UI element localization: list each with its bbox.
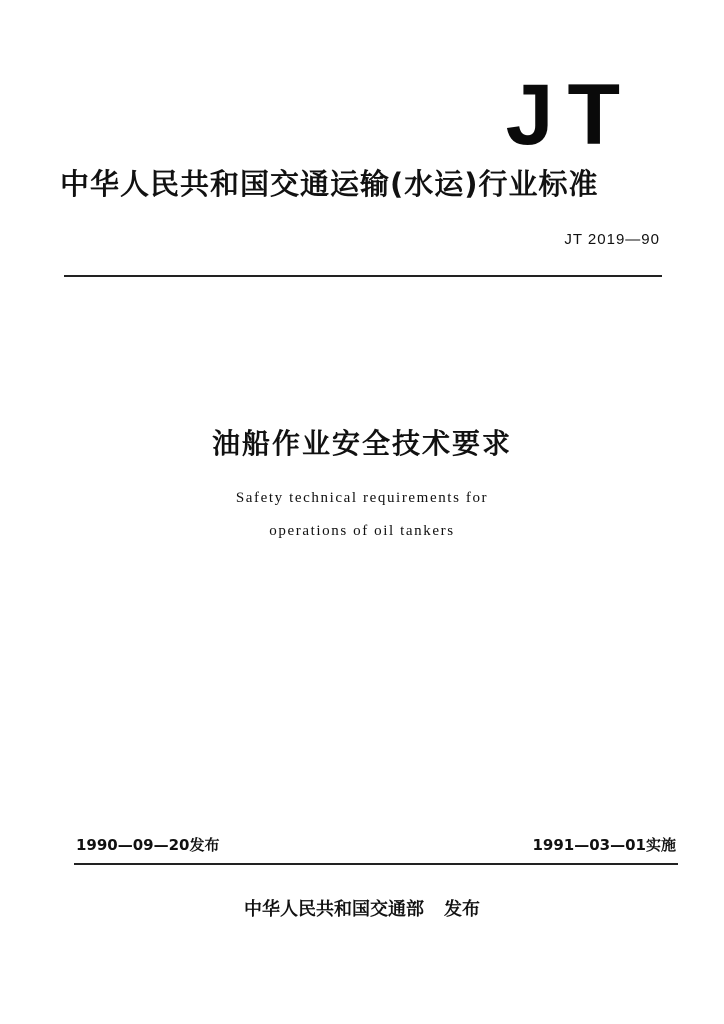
document-title: 油船作业安全技术要求	[211, 427, 512, 460]
publisher-name: 中华人民共和国交通部	[244, 899, 424, 920]
top-divider	[64, 275, 662, 277]
bottom-divider	[74, 863, 678, 865]
publish-action: 发布	[444, 899, 480, 920]
standard-number: JT 2019—90	[564, 231, 660, 248]
english-title-line-1: Safety technical requirements for	[235, 490, 489, 506]
publisher-line	[0, 896, 724, 924]
effective-date: 1991—03—01实施	[532, 836, 676, 854]
standard-title: 中华人民共和国交通运输(水运)行业标准	[60, 167, 599, 201]
jt-logo: JT	[505, 67, 634, 163]
english-title-line-2: operations of oil tankers	[269, 523, 455, 539]
issue-date: 1990—09—20发布	[76, 836, 220, 854]
